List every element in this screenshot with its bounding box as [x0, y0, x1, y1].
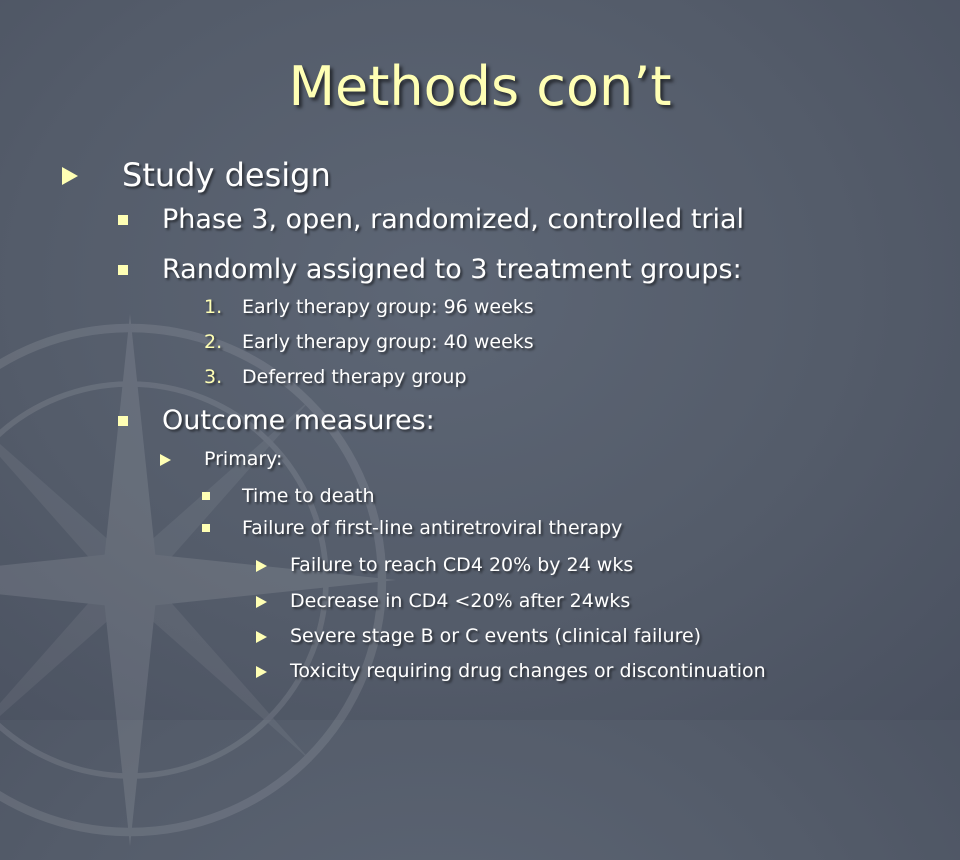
assigned-item: Randomly assigned to 3 treatment groups:: [162, 254, 742, 285]
group-item: [204, 294, 534, 320]
square-bullet-icon: [118, 215, 128, 225]
group-text: Early therapy group: 40 weeks: [242, 331, 534, 353]
failure-item: Toxicity requiring drug changes or discontinuation: [290, 660, 766, 682]
square-bullet-icon: [118, 265, 128, 275]
failure-item: Severe stage B or C events (clinical failure): [290, 625, 702, 647]
triangle-bullet-icon: [160, 454, 171, 466]
square-bullet-icon: [202, 492, 210, 500]
group-item: [204, 364, 467, 390]
slide-title: Methods con’t: [288, 55, 672, 118]
triangle-bullet-icon: [256, 560, 267, 572]
failure-item: Decrease in CD4 <20% after 24wks: [290, 590, 631, 612]
group-text: Deferred therapy group: [242, 366, 467, 388]
triangle-bullet-icon: [62, 167, 78, 185]
primary-item: Failure of first-line antiretroviral therapy: [242, 517, 623, 539]
triangle-bullet-icon: [256, 631, 267, 643]
triangle-bullet-icon: [256, 666, 267, 678]
group-number: 2.: [204, 331, 223, 353]
group-number: 3.: [204, 366, 223, 388]
group-item: [204, 329, 534, 355]
outcome-item: Outcome measures:: [162, 405, 435, 436]
square-bullet-icon: [118, 416, 128, 426]
section-heading: Study design: [122, 156, 331, 194]
primary-item: Time to death: [242, 485, 375, 507]
triangle-bullet-icon: [256, 596, 267, 608]
primary-label: Primary:: [204, 448, 283, 470]
square-bullet-icon: [202, 524, 210, 532]
group-text: Early therapy group: 96 weeks: [242, 296, 534, 318]
design-item: Phase 3, open, randomized, controlled trial: [162, 204, 745, 235]
failure-item: Failure to reach CD4 20% by 24 wks: [290, 554, 634, 576]
group-number: 1.: [204, 296, 223, 318]
